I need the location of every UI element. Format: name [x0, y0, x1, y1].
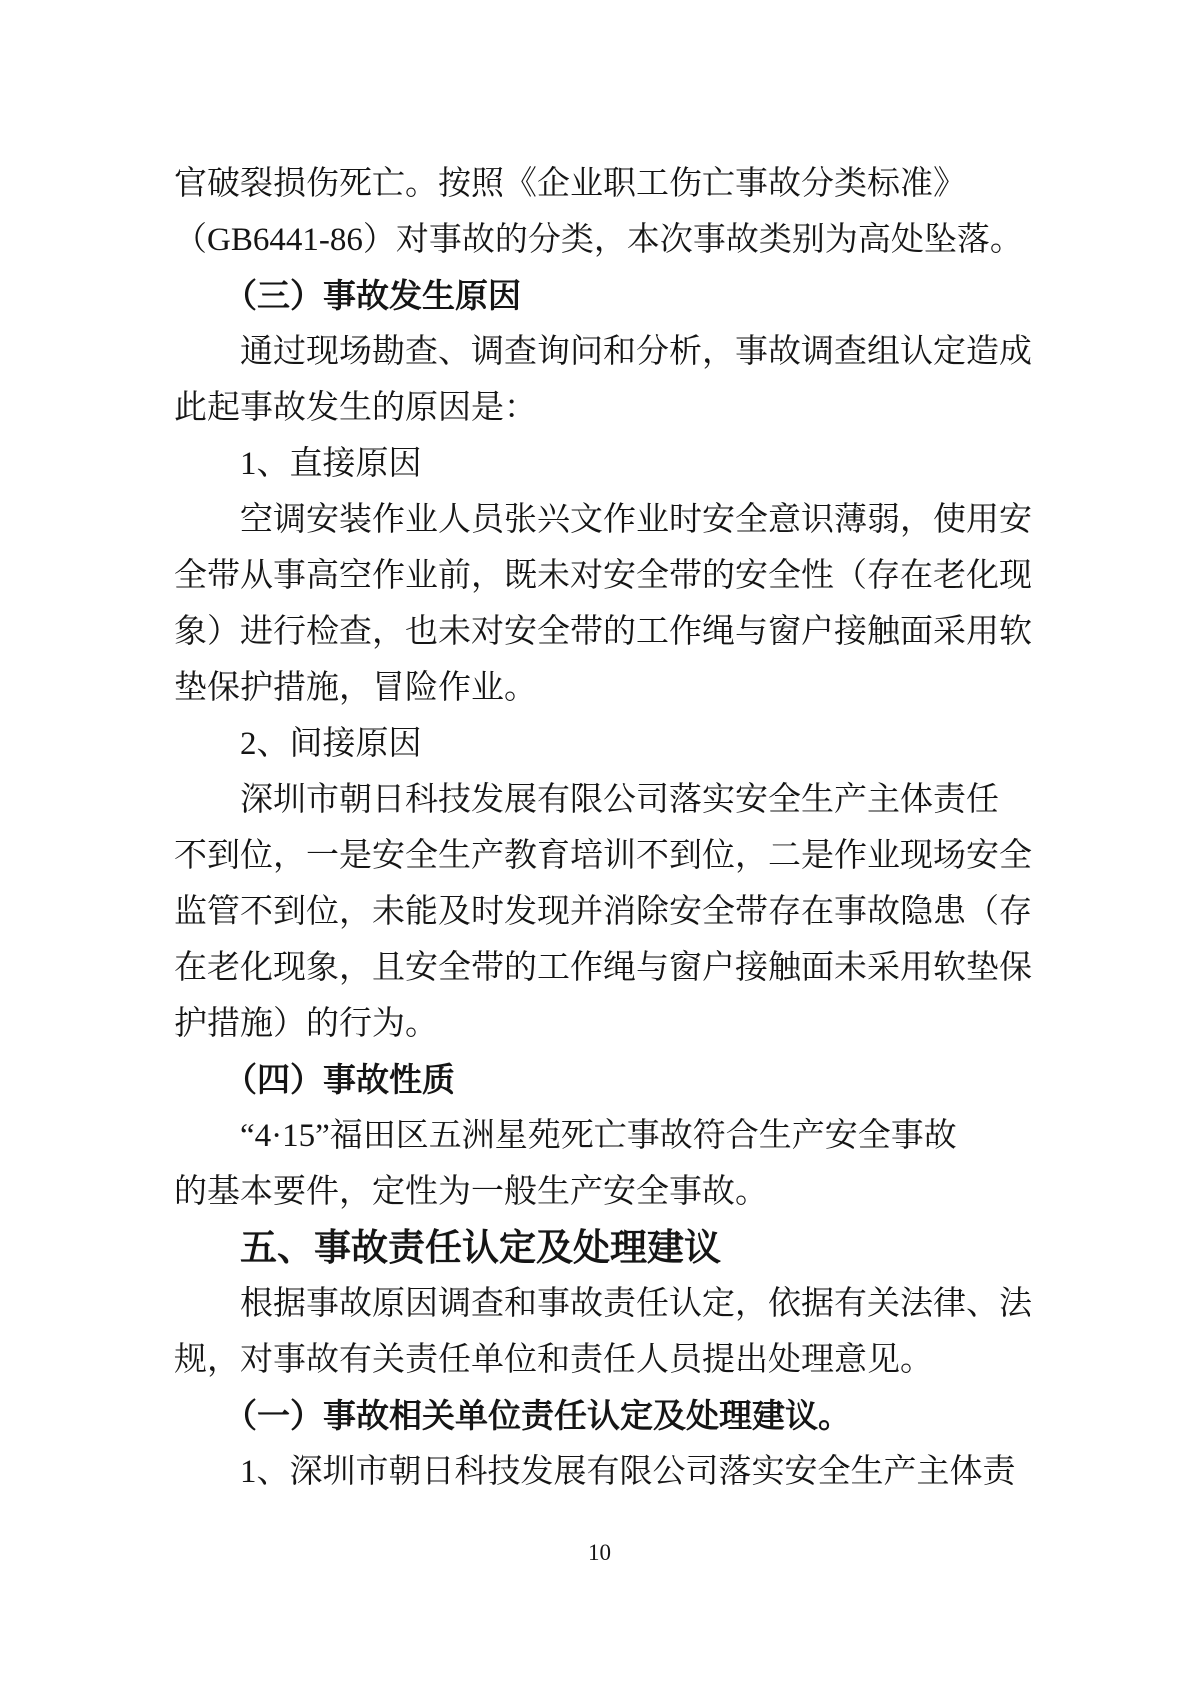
text-line: 2、间接原因: [240, 726, 422, 762]
text-line: 1、深圳市朝日科技发展有限公司落实安全生产主体责: [240, 1454, 1016, 1490]
text-line: 规，对事故有关责任单位和责任人员提出处理意见。: [174, 1342, 933, 1378]
section-heading: （四）事故性质: [224, 1061, 455, 1098]
text-line: 此起事故发生的原因是：: [174, 390, 537, 426]
text-line: 通过现场勘查、调查询问和分析，事故调查组认定造成: [240, 334, 1032, 370]
text-line: 1、直接原因: [240, 446, 422, 482]
page-number: 10: [588, 1540, 611, 1565]
text-line: 根据事故原因调查和事故责任认定，依据有关法律、法: [240, 1286, 1032, 1322]
text-line: 在老化现象，且安全带的工作绳与窗户接触面未采用软垫保: [174, 950, 1032, 986]
document-text-block: [174, 156, 1032, 1500]
text-line: 不到位，一是安全生产教育培训不到位，二是作业现场安全: [174, 838, 1032, 874]
text-line: 深圳市朝日科技发展有限公司落实安全生产主体责任: [240, 782, 999, 818]
text-line: 的基本要件，定性为一般生产安全事故。: [174, 1174, 768, 1210]
section-heading: （一）事故相关单位责任认定及处理建议。: [224, 1397, 851, 1434]
section-heading: （三）事故发生原因: [224, 277, 521, 314]
text-line: “4·15”福田区五洲星苑死亡事故符合生产安全事故: [240, 1118, 957, 1154]
text-line: 监管不到位，未能及时发现并消除安全带存在事故隐患（存: [174, 894, 1032, 930]
text-line: 垫保护措施，冒险作业。: [174, 670, 537, 706]
text-line: 象）进行检查，也未对安全带的工作绳与窗户接触面采用软: [174, 614, 1032, 650]
chapter-heading: 五、事故责任认定及处理建议: [240, 1227, 721, 1268]
text-line: 空调安装作业人员张兴文作业时安全意识薄弱，使用安: [240, 502, 1032, 538]
text-line: 全带从事高空作业前，既未对安全带的安全性（存在老化现: [174, 558, 1032, 594]
text-line: 护措施）的行为。: [174, 1006, 438, 1042]
text-line: 官破裂损伤死亡。按照《企业职工伤亡事故分类标准》: [174, 166, 966, 202]
text-line: （GB6441-86）对事故的分类，本次事故类别为高处坠落。: [174, 222, 1023, 258]
